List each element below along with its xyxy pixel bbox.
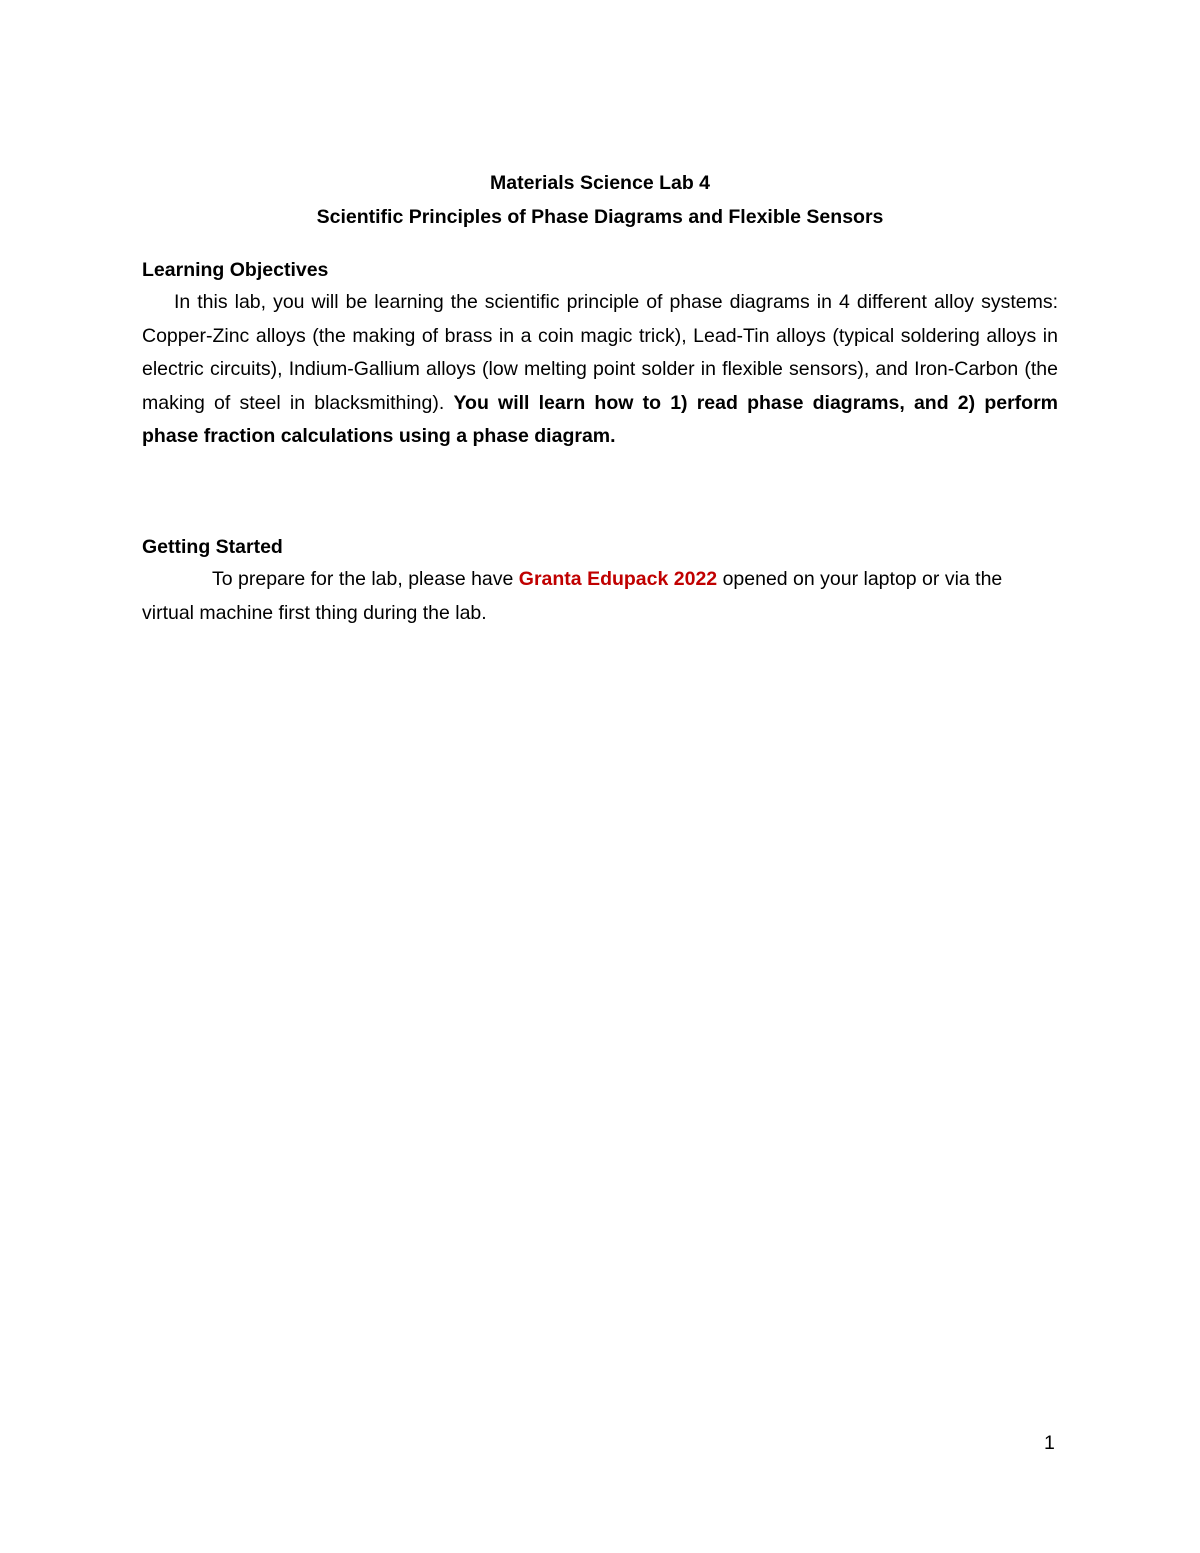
- software-name-highlight: Granta Edupack 2022: [518, 568, 718, 590]
- getting-started-heading: Getting Started: [142, 536, 283, 558]
- page-number: 1: [1044, 1432, 1055, 1454]
- document-subtitle: Scientific Principles of Phase Diagrams and Flexible Sensors: [316, 206, 884, 228]
- learning-objectives-bold-statement: You will learn how to 1) read phase diagrams, and 2) perform phase fraction calculations using a phase diagram.: [142, 391, 1058, 447]
- getting-started-paragraph: [142, 563, 1058, 630]
- title-block: [142, 166, 1058, 234]
- getting-started-text-before: To prepare for the lab, please have: [212, 568, 514, 590]
- learning-objectives-heading: Learning Objectives: [142, 259, 329, 281]
- document-title: Materials Science Lab 4: [489, 172, 711, 194]
- learning-objectives-body: In this lab, you will be learning the scientific principle of phase diagrams in 4 different alloy systems: Copper-Zinc alloys (the making of brass in a coin magic trick), Lead-Tin alloys (typical soldering alloys in electric circuits), Indium-Gallium alloys (low melting point solder in flexible sensors), and Iron-Carbon (the making of steel in blacksmithing).: [142, 291, 1058, 414]
- getting-started-text-after: opened on your laptop or via the virtual machine first thing during the lab.: [142, 568, 1003, 624]
- learning-objectives-paragraph: [142, 286, 1058, 454]
